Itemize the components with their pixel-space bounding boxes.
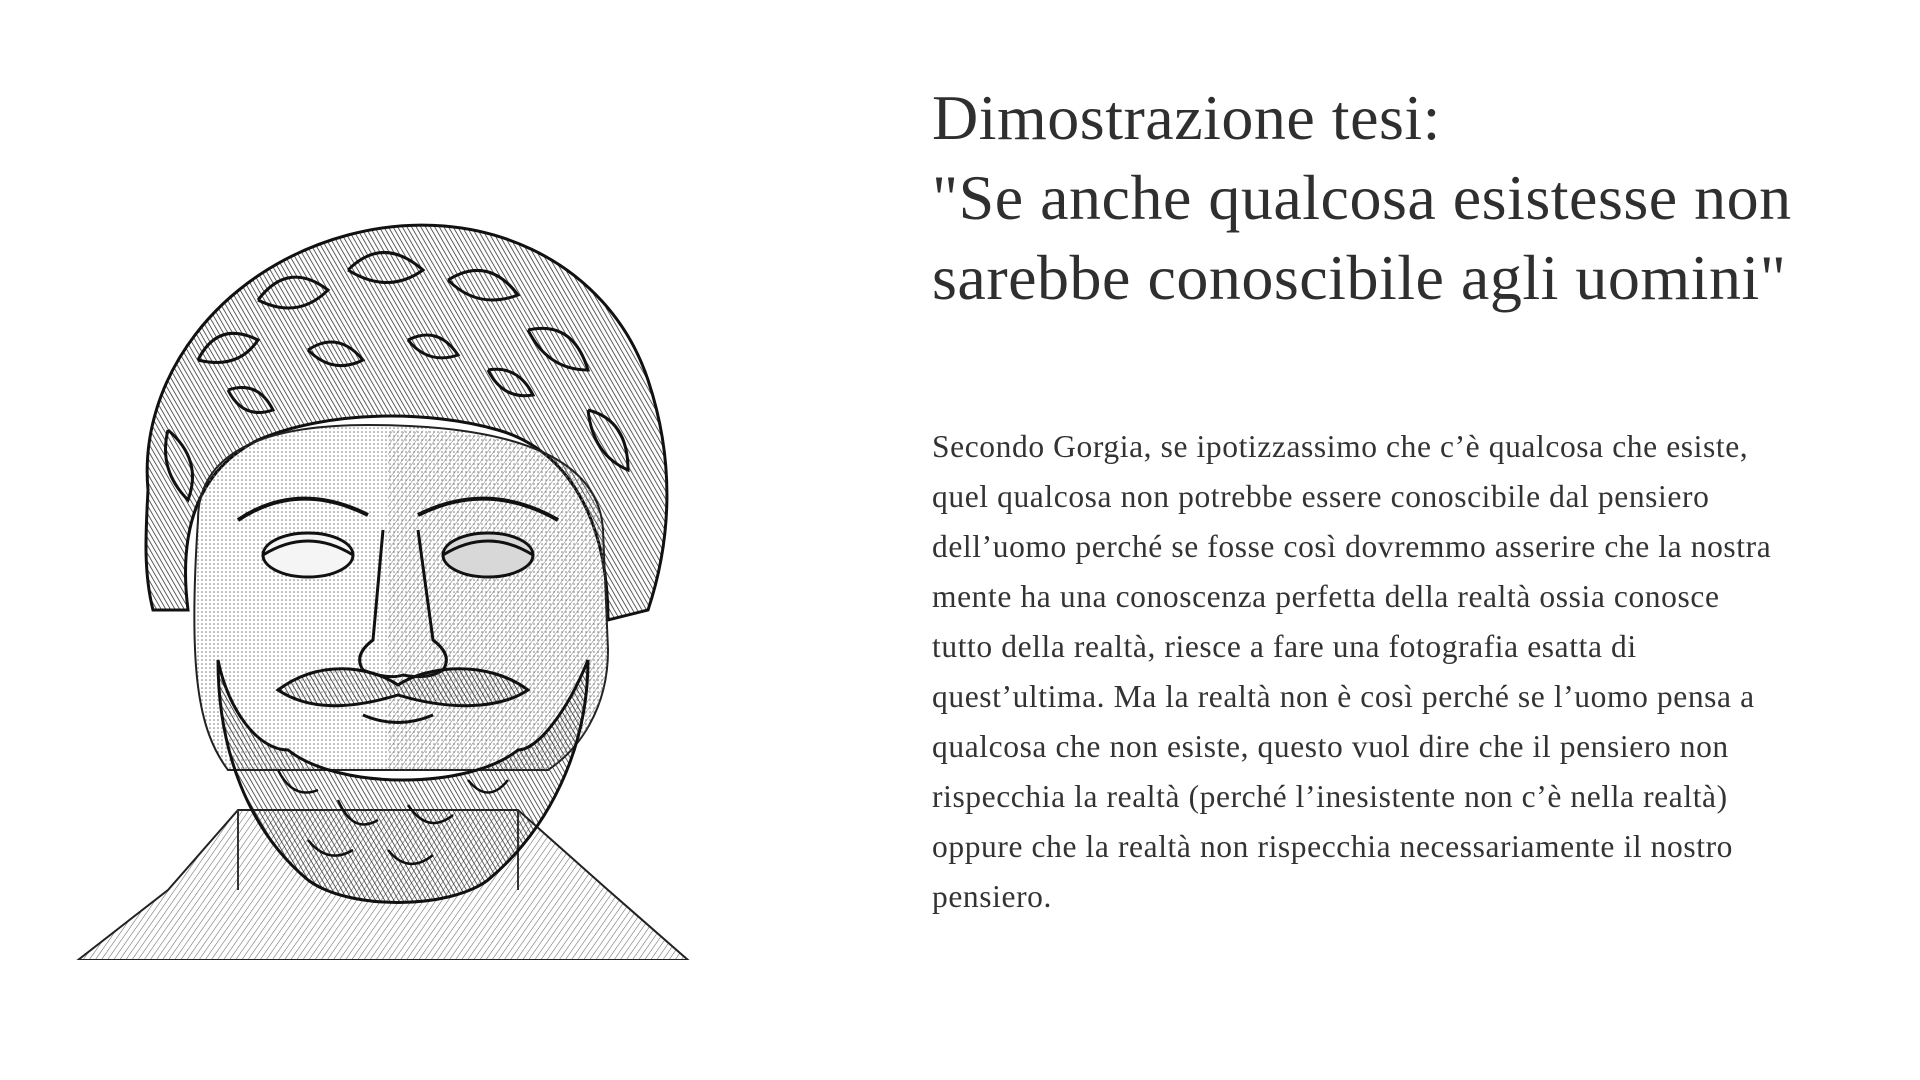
- body-line: mente ha una conoscenza perfetta della realtà ossia conosce: [932, 579, 1720, 614]
- body-line: oppure che la realtà non rispecchia necessariamente il nostro: [932, 829, 1734, 864]
- body-line: Secondo Gorgia, se ipotizzassimo che c’è qualcosa che esiste,: [932, 429, 1749, 464]
- body-line: quel qualcosa non potrebbe essere conoscibile dal pensiero: [932, 479, 1710, 514]
- body-line: pensiero.: [932, 879, 1052, 914]
- body-line: tutto della realtà, riesce a fare una fotografia esatta di: [932, 629, 1637, 664]
- title-line: Dimostrazione tesi:: [932, 82, 1441, 153]
- title-line: "Se anche qualcosa esistesse non: [932, 162, 1792, 233]
- slide-body-text: [932, 422, 1912, 922]
- philosopher-portrait-image: [48, 190, 738, 960]
- body-line: dell’uomo perché se fosse così dovremmo asserire che la nostra: [932, 529, 1772, 564]
- body-line: qualcosa che non esiste, questo vuol dire che il pensiero non: [932, 729, 1729, 764]
- body-line: quest’ultima. Ma la realtà non è così perché se l’uomo pensa a: [932, 679, 1755, 714]
- title-line: sarebbe conoscibile agli uomini": [932, 242, 1787, 313]
- slide-title: [932, 78, 1892, 318]
- body-line: rispecchia la realtà (perché l’inesistente non c’è nella realtà): [932, 779, 1728, 814]
